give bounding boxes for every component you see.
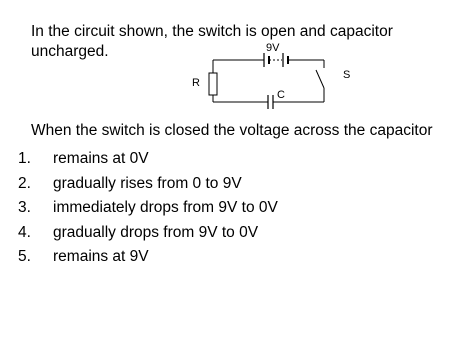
option-number: 2. xyxy=(18,174,31,192)
answer-option-4 xyxy=(18,221,278,246)
answer-option-5 xyxy=(18,245,278,270)
battery-symbol xyxy=(264,53,288,67)
battery-label: 9V xyxy=(266,42,280,54)
answer-option-2 xyxy=(18,172,278,197)
option-number: 4. xyxy=(18,223,31,241)
option-text: remains at 9V xyxy=(53,248,149,266)
option-number: 1. xyxy=(18,150,31,167)
question-stem: When the switch is closed the voltage across the capacitor xyxy=(31,122,433,139)
option-text: gradually rises from 0 to 9V xyxy=(53,174,242,192)
answer-options xyxy=(18,147,278,270)
option-number: 3. xyxy=(18,199,31,217)
circuit-diagram xyxy=(180,36,360,116)
resistor-label: R xyxy=(192,77,200,89)
answer-option-3 xyxy=(18,196,278,221)
switch-symbol xyxy=(316,70,324,88)
question-intro: In the circuit shown, the switch is open and capacitor uncharged. xyxy=(31,23,393,60)
capacitor-symbol xyxy=(268,95,273,109)
option-text: immediately drops from 9V to 0V xyxy=(53,199,278,217)
option-text: gradually drops from 9V to 0V xyxy=(53,223,259,241)
resistor-symbol xyxy=(209,73,217,95)
capacitor-label: C xyxy=(277,89,285,101)
option-text: remains at 0V xyxy=(53,150,149,167)
option-number: 5. xyxy=(18,248,31,266)
switch-label: S xyxy=(343,69,351,81)
answer-option-1 xyxy=(18,147,278,172)
